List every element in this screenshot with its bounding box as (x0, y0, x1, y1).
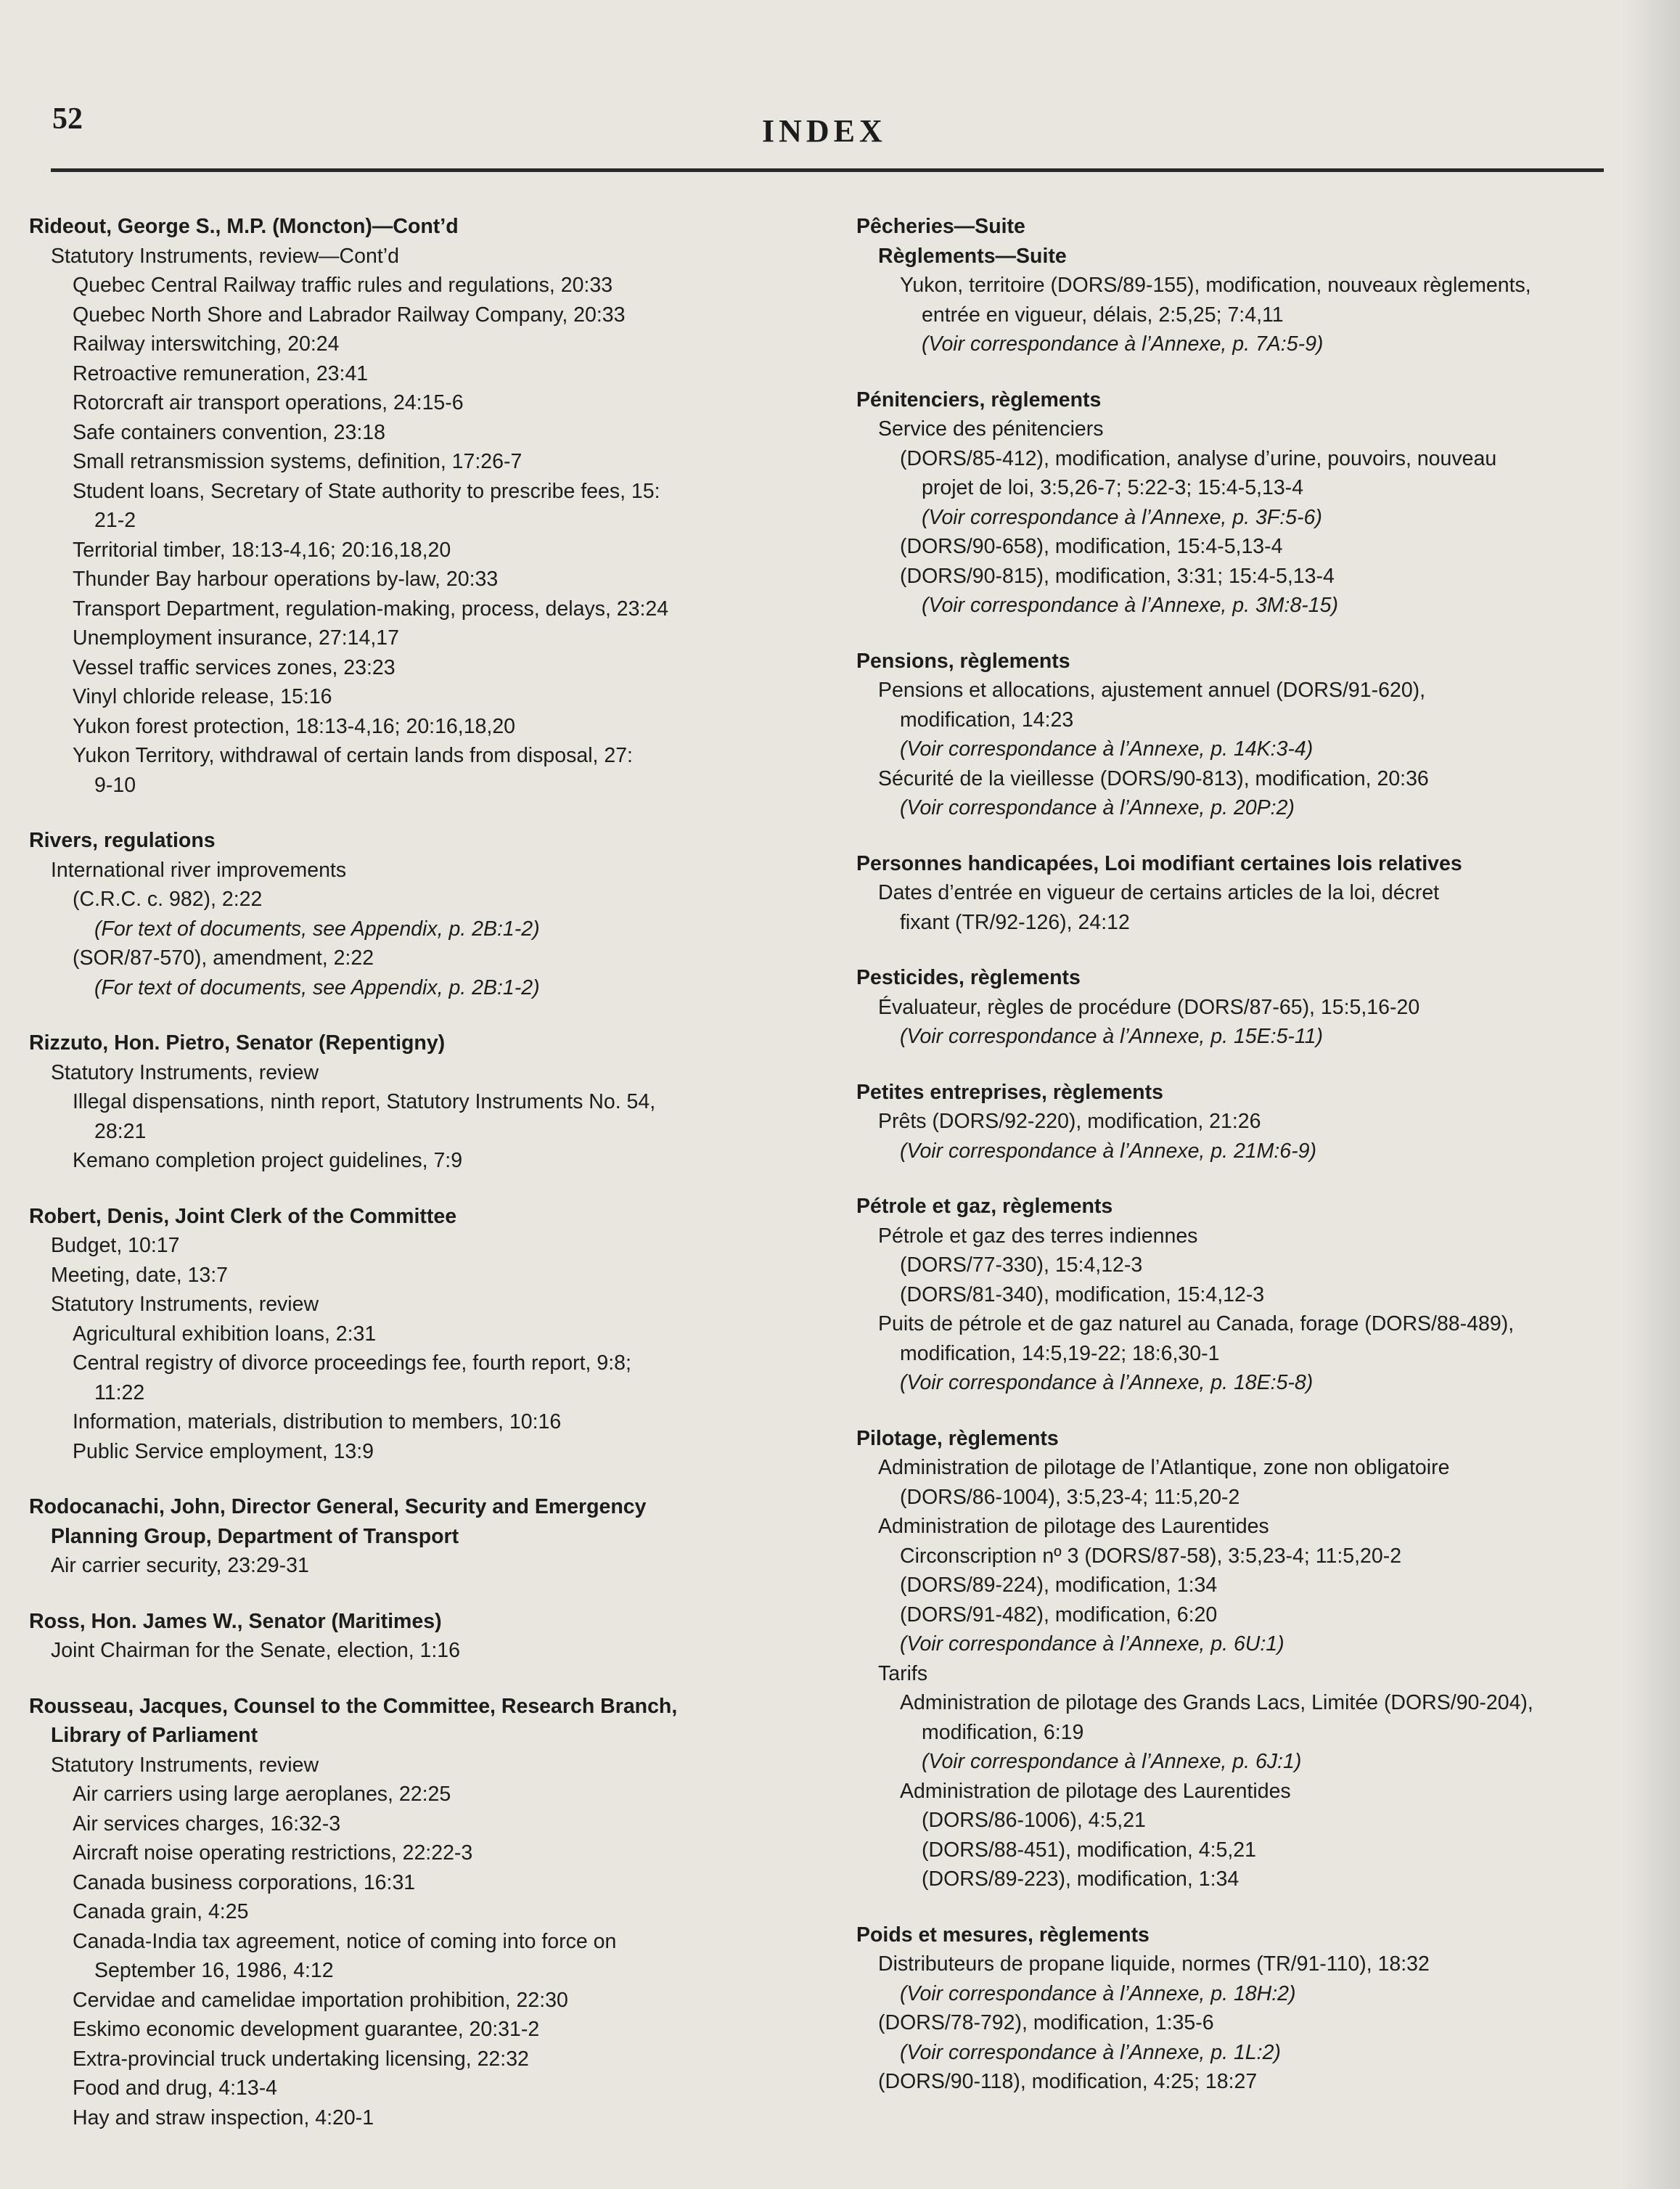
subentry: Railway interswitching, 20:24 (73, 332, 340, 356)
subentry: Eskimo economic development guarantee, 20:31-2 (73, 2018, 540, 2041)
cross-reference: (For text of documents, see Appendix, p. 2B:1-2) (94, 917, 540, 941)
subentry: Aircraft noise operating restrictions, 22:22-3 (73, 1841, 473, 1865)
subentry: (DORS/78-792), modification, 1:35-6 (878, 2011, 1214, 2034)
subentry: Statutory Instruments, review—Cont’d (51, 244, 399, 268)
subentry: Extra-provincial truck undertaking licensing, 22:32 (73, 2047, 529, 2071)
subentry: Distributeurs de propane liquide, normes (TR/91-110), 18:32 (878, 1952, 1430, 1976)
subentry: Administration de pilotage de l’Atlantique, zone non obligatoire (878, 1456, 1450, 1479)
entry-heading: Rivers, regulations (29, 829, 216, 852)
subentry: Circonscription nº 3 (DORS/87-58), 3:5,23-4; 11:5,20-2 (900, 1544, 1402, 1568)
subentry: (SOR/87-570), amendment, 2:22 (73, 946, 374, 970)
subentry: (DORS/85-412), modification, analyse d’urine, pouvoirs, nouveau (900, 446, 1497, 470)
index-entry (29, 212, 806, 800)
page-title: INDEX (762, 113, 887, 149)
entry-heading: Pénitenciers, règlements (856, 388, 1102, 412)
subentry: Student loans, Secretary of State authority to prescribe fees, 15: (73, 479, 660, 503)
index-entry (856, 963, 1626, 1052)
cross-reference: (Voir correspondance à l’Annexe, p. 15E:5-11) (900, 1025, 1323, 1048)
subentry: Tarifs (878, 1661, 928, 1685)
subentry: (DORS/90-815), modification, 3:31; 15:4-5,13-4 (900, 564, 1335, 588)
subentry: Joint Chairman for the Senate, election, 1:16 (51, 1639, 461, 1662)
subentry: Small retransmission systems, definition, 17:26-7 (73, 450, 523, 473)
subentry: International river improvements (51, 858, 347, 882)
subentry: Air carrier security, 23:29-31 (51, 1554, 309, 1577)
subentry: Administration de pilotage des Laurentides (900, 1779, 1291, 1803)
index-entry (856, 1192, 1626, 1398)
subentry: Canada grain, 4:25 (73, 1900, 249, 1923)
index-entry (856, 849, 1626, 938)
subentry: Thunder Bay harbour operations by-law, 20:33 (73, 568, 499, 591)
entry-heading: Pétrole et gaz, règlements (856, 1195, 1113, 1218)
subentry: Dates d’entrée en vigueur de certains articles de la loi, décret (878, 881, 1440, 904)
subentry: Évaluateur, règles de procédure (DORS/87-65), 15:5,16-20 (878, 995, 1420, 1019)
subentry: (DORS/86-1006), 4:5,21 (922, 1809, 1146, 1832)
subentry: Service des pénitenciers (878, 417, 1104, 441)
subentry: Kemano completion project guidelines, 7:9 (73, 1149, 463, 1172)
subentry: Yukon, territoire (DORS/89-155), modification, nouveaux règlements, (900, 274, 1531, 297)
index-entry (856, 1078, 1626, 1166)
subentry: Vessel traffic services zones, 23:23 (73, 655, 396, 679)
subentry: Hay and straw inspection, 4:20-1 (73, 2106, 374, 2129)
subentry: fixant (TR/92-126), 24:12 (900, 910, 1130, 934)
subentry: Air carriers using large aeroplanes, 22:25 (73, 1783, 451, 1806)
subentry: Public Service employment, 13:9 (73, 1439, 374, 1463)
subentry: (DORS/77-330), 15:4,12-3 (900, 1253, 1143, 1277)
index-entry (29, 1202, 806, 1467)
subentry: September 16, 1986, 4:12 (94, 1959, 334, 1982)
cross-reference: (Voir correspondance à l’Annexe, p. 3M:8-15) (922, 594, 1338, 617)
subentry: Puits de pétrole et de gaz naturel au Canada, forage (DORS/88-489), (878, 1312, 1515, 1335)
subentry: modification, 14:23 (900, 708, 1074, 732)
cross-reference: (Voir correspondance à l’Annexe, p. 6U:1) (900, 1632, 1284, 1656)
cross-reference: (Voir correspondance à l’Annexe, p. 1L:2) (900, 2040, 1281, 2064)
subentry: (DORS/91-482), modification, 6:20 (900, 1603, 1218, 1627)
subentry: Statutory Instruments, review (51, 1293, 319, 1316)
subentry: Quebec Central Railway traffic rules and regulations, 20:33 (73, 274, 613, 297)
index-entry (29, 1692, 806, 2133)
index-entry (29, 1607, 806, 1666)
subentry: modification, 6:19 (922, 1720, 1084, 1744)
subentry: Food and drug, 4:13-4 (73, 2077, 278, 2100)
entry-heading: Rodocanachi, John, Director General, Security and Emergency (29, 1495, 647, 1518)
subentry: (DORS/88-451), modification, 4:5,21 (922, 1838, 1256, 1862)
header-rule (51, 168, 1604, 172)
cross-reference: (Voir correspondance à l’Annexe, p. 14K:3-4) (900, 737, 1314, 761)
subentry: Statutory Instruments, review (51, 1753, 319, 1777)
subentry: Pensions et allocations, ajustement annuel (DORS/91-620), (878, 679, 1426, 702)
cross-reference: (Voir correspondance à l’Annexe, p. 21M:6-9) (900, 1139, 1316, 1163)
subentry: Cervidae and camelidae importation prohibition, 22:30 (73, 1988, 568, 2012)
cross-reference: (Voir correspondance à l’Annexe, p. 18H:2) (900, 1981, 1296, 2005)
index-entry (29, 1492, 806, 1581)
subentry: Pétrole et gaz des terres indiennes (878, 1224, 1198, 1248)
subentry: (DORS/90-658), modification, 15:4-5,13-4 (900, 535, 1283, 558)
entry-heading: Petites entreprises, règlements (856, 1080, 1163, 1104)
index-entry (29, 1028, 806, 1176)
subentry: Transport Department, regulation-making, process, delays, 23:24 (73, 597, 669, 621)
subentry: Central registry of divorce proceedings fee, fourth report, 9:8; (73, 1351, 631, 1375)
subentry: Statutory Instruments, review (51, 1060, 319, 1084)
subentry: Meeting, date, 13:7 (51, 1263, 229, 1287)
subentry: Prêts (DORS/92-220), modification, 21:26 (878, 1110, 1261, 1133)
subentry: Unemployment insurance, 27:14,17 (73, 626, 399, 650)
right-column (856, 212, 1626, 2123)
index-entry (856, 385, 1626, 621)
subentry: (DORS/89-224), modification, 1:34 (900, 1574, 1218, 1597)
subentry: Administration de pilotage des Grands Lacs, Limitée (DORS/90-204), (900, 1691, 1533, 1714)
entry-heading: Rideout, George S., M.P. (Moncton)—Cont’d (29, 215, 459, 238)
subentry: Retroactive remuneration, 23:41 (73, 361, 369, 385)
subentry: Quebec North Shore and Labrador Railway Company, 20:33 (73, 303, 626, 327)
subentry: Territorial timber, 18:13-4,16; 20:16,18,20 (73, 538, 451, 562)
subentry: Rotorcraft air transport operations, 24:15-6 (73, 391, 464, 414)
index-entry (29, 826, 806, 1002)
subentry: Vinyl chloride release, 15:16 (73, 685, 332, 708)
left-column (29, 212, 806, 2159)
subentry: Règlements—Suite (878, 244, 1067, 268)
subentry: Administration de pilotage des Laurentides (878, 1515, 1269, 1538)
entry-heading: Pensions, règlements (856, 649, 1070, 673)
cross-reference: (For text of documents, see Appendix, p. 2B:1-2) (94, 975, 540, 999)
entry-heading: Ross, Hon. James W., Senator (Maritimes) (29, 1609, 442, 1633)
index-entry (856, 1920, 1626, 2097)
subentry: Yukon Territory, withdrawal of certain lands from disposal, 27: (73, 744, 633, 767)
cross-reference: (Voir correspondance à l’Annexe, p. 6J:1) (922, 1750, 1302, 1773)
cross-reference: (Voir correspondance à l’Annexe, p. 3F:5-6) (922, 505, 1322, 529)
cross-reference: (Voir correspondance à l’Annexe, p. 18E:5-8) (900, 1371, 1314, 1394)
entry-heading: Poids et mesures, règlements (856, 1923, 1150, 1947)
subentry: (DORS/90-118), modification, 4:25; 18:27 (878, 2070, 1258, 2093)
cross-reference: (Voir correspondance à l’Annexe, p. 7A:5-9) (922, 332, 1324, 356)
subentry: Illegal dispensations, ninth report, Statutory Instruments No. 54, (73, 1090, 656, 1113)
index-entry (856, 212, 1626, 359)
entry-heading: Rizzuto, Hon. Pietro, Senator (Repentigny) (29, 1031, 446, 1055)
subentry: 11:22 (94, 1380, 145, 1404)
subentry: Canada business corporations, 16:31 (73, 1870, 416, 1894)
entry-heading-continued: Library of Parliament (51, 1724, 258, 1747)
subentry: (DORS/81-340), modification, 15:4,12-3 (900, 1282, 1265, 1306)
subentry: Safe containers convention, 23:18 (73, 420, 385, 444)
entry-heading: Pêcheries—Suite (856, 215, 1025, 238)
subentry: projet de loi, 3:5,26-7; 5:22-3; 15:4-5,13-4 (922, 476, 1304, 499)
index-entry (856, 647, 1626, 823)
subentry: (C.R.C. c. 982), 2:22 (73, 888, 263, 911)
subentry: modification, 14:5,19-22; 18:6,30-1 (900, 1341, 1220, 1365)
subentry: 21-2 (94, 509, 136, 532)
index-entry (856, 1424, 1626, 1894)
subentry: Sécurité de la vieillesse (DORS/90-813), modification, 20:36 (878, 766, 1429, 790)
entry-heading: Pilotage, règlements (856, 1426, 1059, 1450)
entry-heading-continued: Planning Group, Department of Transport (51, 1524, 459, 1548)
subentry: Information, materials, distribution to members, 10:16 (73, 1410, 562, 1433)
subentry: (DORS/89-223), modification, 1:34 (922, 1867, 1239, 1891)
subentry: Canada-India tax agreement, notice of coming into force on (73, 1929, 617, 1953)
entry-heading: Personnes handicapées, Loi modifiant certaines lois relatives (856, 851, 1462, 875)
subentry: 9-10 (94, 773, 136, 797)
subentry: entrée en vigueur, délais, 2:5,25; 7:4,11 (922, 303, 1284, 327)
subentry: Budget, 10:17 (51, 1234, 180, 1257)
entry-heading: Pesticides, règlements (856, 966, 1081, 989)
subentry: 28:21 (94, 1119, 147, 1143)
subentry: Agricultural exhibition loans, 2:31 (73, 1322, 377, 1346)
subentry: (DORS/86-1004), 3:5,23-4; 11:5,20-2 (900, 1485, 1240, 1509)
page-edge-shadow (1622, 0, 1680, 2189)
subentry: Yukon forest protection, 18:13-4,16; 20:16,18,20 (73, 714, 516, 738)
subentry: Air services charges, 16:32-3 (73, 1812, 341, 1836)
entry-heading: Robert, Denis, Joint Clerk of the Committee (29, 1204, 457, 1228)
entry-heading: Rousseau, Jacques, Counsel to the Committee, Research Branch, (29, 1694, 678, 1718)
page-number: 52 (52, 102, 83, 136)
cross-reference: (Voir correspondance à l’Annexe, p. 20P:2) (900, 796, 1295, 819)
